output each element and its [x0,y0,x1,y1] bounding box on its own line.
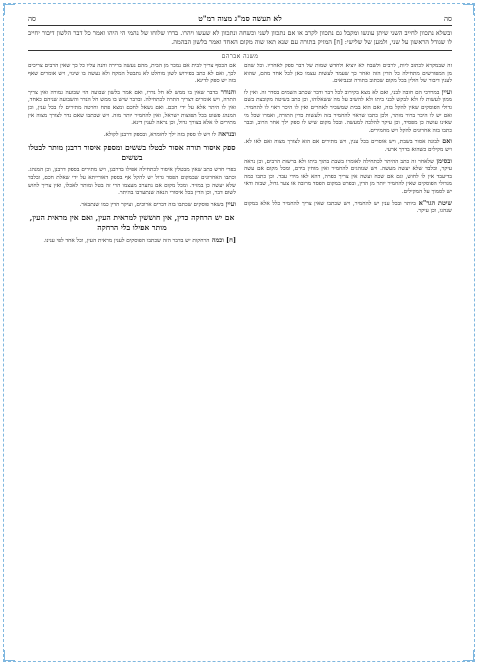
lead-word: [ח] וכמה [209,236,236,245]
paragraph-text: לבונה אסור בשבת, ויש אוסרים בכל ענין, ויש מתירים אם הוא לצורך מצוה ואם לאו לא. ויש מקילים כשהוא בדרך ארעי. [244,139,452,153]
crop-mark [4,650,15,661]
commentary-paragraph [28,201,236,210]
commentary-paragraph [28,237,236,246]
paragraph-text: במרדכי הם חובה לבני, ואם לא מצא בקירוב לכל דבר ודבר שכתב השמים בסדר זה. ואין לו ממון לעשות לו ולא לבקש לבני ביתו ולא להשיב על מה ששאלוהו, וכן כתב בשיטה מקובצת בשם גדולי הפוסקים שאין להקל בזה, ואם הוא בבית שמשכיר לאחרים ואין לו היכר ראוי לו להחמיר. ואם יש לו היכר ברור מותר, ולכן כתבו שראוי להחמיר בזה ולעשות כדין התורה, ואמרו שכל מי שאינו עושה כן מפסיד, וכן עיקר להלכה למעשה. ובכל מקום שיש לו ספק ילך אחר הרוב, וכבר כתבו בזה אחרונים להקל ויש מחמירים. [244,89,452,134]
page-number-right: סה [443,15,452,23]
commentary-paragraph [28,167,236,197]
commentary-paragraph [244,158,452,197]
paragraph-text: בדבר שאין בו ממש לא חל נדרו, ואם אמר בלשון שבועה הוי שבועה גמורה ואין צריך התרה, ויש אומרים דצריך התרה לכתחילה. ובדבר שיש בו ממש חל הנדר והשבועה שניהם כאחד, ואין לו היתר אלא על ידי חכם. ואם נשאל לחכם ומצא פתח וחרטה מתירים לו בכל ענין, וכן המנהג פשוט בכל תפוצות ישראל, ואין להחמיר יותר מזה. ויש שכתבו שאם נדר לצורך מצוה אין מתירים לו אלא בצורך גדול, וכן נראה לענין דינא. [28,89,236,127]
commentary-paragraph [28,63,236,86]
page-header [28,14,452,26]
paragraph-text: לו ויש לו ספק בזה ילך לחומרא, ובספק דרבנן לקולא. [103,131,217,138]
paragraph-text: זה שבמקרא לכתוב ליות, לרבים ולשבח לא יוציא ולחדש שמות של דבר ספק לאחריו. וכל שהם מן המפורשים מתחילה כל הדין הזה ואחר כך שעמד לעשות עצמו כאן לכל אחד מהם, שהוא לענין דיבור של חולין בכל מקום שכתוב בתורה ובנביאים. [244,63,452,85]
commentary-paragraph [244,138,452,154]
commentary-column-right [244,63,452,638]
lead-word: והנודר [217,87,236,96]
commentary-paragraph [244,200,452,216]
commentary-paragraph [28,89,236,128]
crop-mark [463,4,474,15]
lead-word: שיטת הגר"א [415,198,452,207]
commentary-paragraph [244,63,452,86]
paragraph-text: בשאר פוסקים שכתבו בזה דברים ארוכים, ועיקר הדין כמו שנתבאר. [79,201,224,208]
lead-word: ובסימן [434,156,452,165]
lead-word: ועיין [223,199,236,208]
commentary-paragraph [244,89,452,136]
document-page [28,14,452,654]
divider [28,50,452,51]
paragraph-text: אם הכסף צריך לבית אם נמכר מן הבית, מהם נעשה ברירה והנה עליו כל כך שאין הרבים צריכים לכך, ואם לא כתב בפירוש לשון מוחלט לא נתבטל המקח ולא נעשה בו שינוי, ויש אומרים שאף בזה יש ספק לדינא. [28,63,236,85]
section-heading: ספק איסור תורה אסור לבטלו בששים ומספק איסור דרבנן מותר לבטלו בששים [28,143,236,163]
commentary-paragraph [28,131,236,140]
paragraph-text: ביותר ובכל ענין יש להחמיר, ויש שכתבו שאין צריך להחמיר כלל אלא במקום שנהגו, וכן עיקר. [244,200,452,215]
page-number-left: סה [28,15,37,23]
section-heading: אם יש הרחקה כדין, אין חוששין למראית העין, ואם אין מראית העין, מותר אפילו בלי הרחקה [29,213,235,233]
lead-word: ובנראה [216,129,236,138]
lead-word: ואם [439,137,452,146]
crop-mark [463,650,474,661]
main-text: ובשלא נתכוון לחייב השני שיתן עונשו ומקבל גם נתכוון לקרב או אם נתכוון לשני וכשחה ונתכוון לא שעשו ויהרו. בדרו שלוחו של נהמי הי היהו ואמר כל דבר הלשון דיבור יחייב לו שגודל הראשון על שני, ולמען של שלישי: [ח] המזיק בתורה עם שנא תאו שוה מקום האחד ואמר בלשון הבהמה. [28,29,452,46]
crop-mark [4,4,15,15]
running-title: לא תעשה סמ"ג מצוה רמ"ט [198,14,282,23]
paragraph-text: הרחקות יש בדבר הזה שכתבו הפוסקים לענין מראית העין, וכל אחד לפי ענינו. [43,238,210,245]
commentary-title: משנה אברהם [221,53,259,60]
paragraph-text: שלאחר זה כתב ההיתר לכתחילה לאומרו בשבת בתוך ביתו ולא ברשות הרבים, וכן נראה עיקר, ובלבד שלא יעשה מעשה. ויש שנוהגים להחמיר ואין מוחין בידם, ומכל מקום אם עשה בדיעבד אין לו לחוש, וגם אם שכח ועשה אין צריך כפרה, דהא לאו מידי עבד. וכן כתבו כמה מגדולי הפוסקים שאין להחמיר יותר מן הדין, ובפרט במקום הפסד מרובה או צער גדול, שבזה ודאי יש לסמוך על המקילים. [244,158,452,195]
commentary-column-left [28,63,236,638]
commentary-columns [28,63,452,638]
paragraph-text: בפרי חדש כתב שאין מבטלין איסור לכתחילה אפילו בדרבנן, ויש מתירים בספק דרבנן, וכן המנהג. וכתבו האחרונים שבמקום הפסד גדול יש להקל אף בספק דאורייתא על ידי שאלת חכם, ובלבד שלא יעשה כן במזיד. ומכל מקום אם נתערב מעצמו הרי זה בטל ומותר לאכלו, ואין צריך לחוש לשום דבר, וכן הדין בכל איסורי הנאה שנתערבו בהיתר. [28,167,236,197]
lead-word: ועיין [439,87,452,96]
